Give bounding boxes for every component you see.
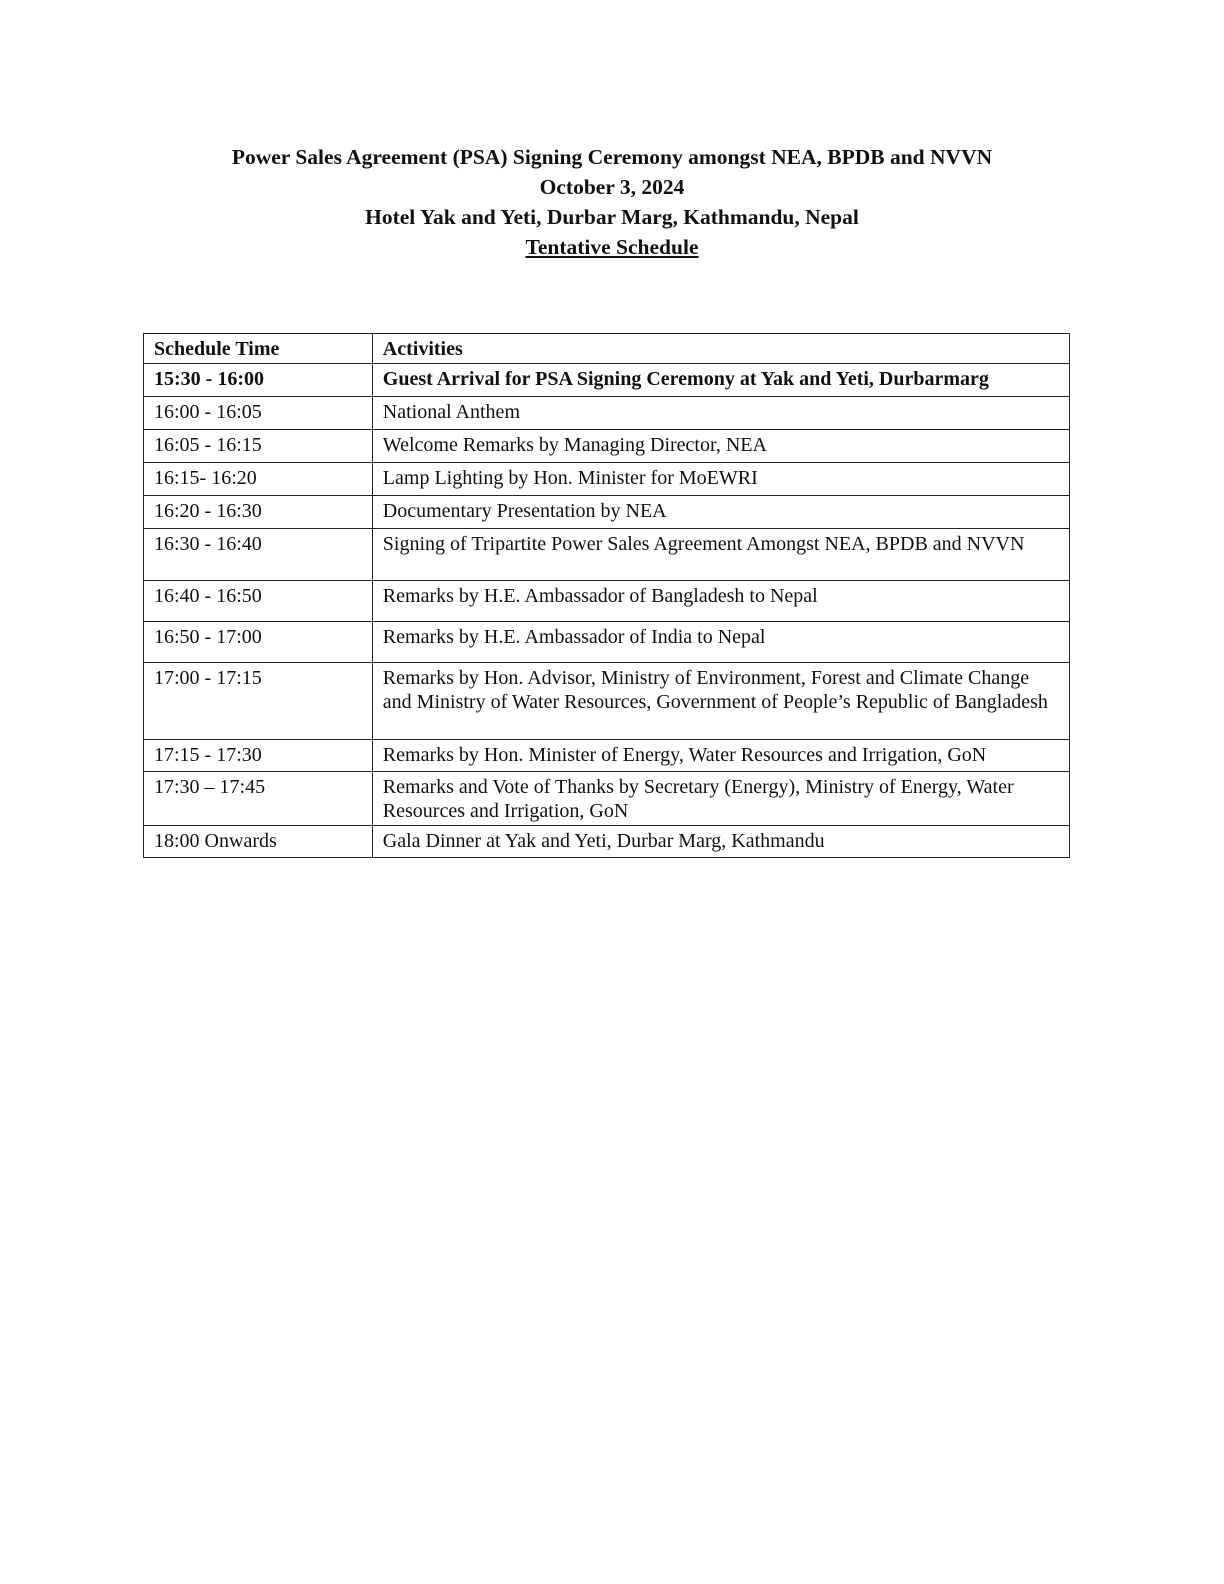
activity-cell: Remarks by H.E. Ambassador of Bangladesh to Nepal (372, 581, 1069, 622)
time-cell: 17:00 - 17:15 (144, 663, 373, 740)
time-cell: 15:30 - 16:00 (144, 364, 373, 397)
document-header (0, 142, 1224, 262)
table-row (144, 463, 1070, 496)
time-cell: 16:30 - 16:40 (144, 529, 373, 581)
activity-cell: Remarks and Vote of Thanks by Secretary (Energy), Ministry of Energy, Water Resources and Irrigation, GoN (372, 772, 1069, 826)
activity-cell: Documentary Presentation by NEA (372, 496, 1069, 529)
time-cell: 16:05 - 16:15 (144, 430, 373, 463)
time-cell: 16:00 - 16:05 (144, 397, 373, 430)
activity-cell: National Anthem (372, 397, 1069, 430)
time-cell: 17:30 – 17:45 (144, 772, 373, 826)
event-date: October 3, 2024 (539, 175, 685, 199)
activity-cell: Gala Dinner at Yak and Yeti, Durbar Marg, Kathmandu (372, 826, 1069, 858)
table-row (144, 740, 1070, 772)
time-cell: 16:15- 16:20 (144, 463, 373, 496)
time-cell: 17:15 - 17:30 (144, 740, 373, 772)
time-cell: 16:20 - 16:30 (144, 496, 373, 529)
column-header-time: Schedule Time (144, 334, 373, 364)
time-cell: 16:50 - 17:00 (144, 622, 373, 663)
table-row (144, 622, 1070, 663)
time-cell: 16:40 - 16:50 (144, 581, 373, 622)
event-title: Power Sales Agreement (PSA) Signing Ceremony amongst NEA, BPDB and NVVN (231, 145, 993, 169)
activity-cell: Lamp Lighting by Hon. Minister for MoEWRI (372, 463, 1069, 496)
table-row (144, 581, 1070, 622)
table-row (144, 529, 1070, 581)
table-row (144, 397, 1070, 430)
table-row (144, 496, 1070, 529)
activity-cell: Remarks by Hon. Advisor, Ministry of Environment, Forest and Climate Change and Ministry of Water Resources, Government of People’s Republic of Bangladesh (372, 663, 1069, 740)
table-row (144, 430, 1070, 463)
event-venue: Hotel Yak and Yeti, Durbar Marg, Kathmandu, Nepal (365, 205, 859, 229)
activity-cell: Welcome Remarks by Managing Director, NEA (372, 430, 1069, 463)
table-row (144, 663, 1070, 740)
table-row (144, 364, 1070, 397)
activity-cell: Guest Arrival for PSA Signing Ceremony at Yak and Yeti, Durbarmarg (372, 364, 1069, 397)
column-header-activities: Activities (372, 334, 1069, 364)
activity-cell: Signing of Tripartite Power Sales Agreement Amongst NEA, BPDB and NVVN (372, 529, 1069, 581)
table-header-row (144, 334, 1070, 364)
table-row (144, 826, 1070, 858)
schedule-table (143, 333, 1070, 858)
activity-cell: Remarks by H.E. Ambassador of India to Nepal (372, 622, 1069, 663)
table-row (144, 772, 1070, 826)
schedule-heading: Tentative Schedule (525, 235, 699, 259)
activity-cell: Remarks by Hon. Minister of Energy, Water Resources and Irrigation, GoN (372, 740, 1069, 772)
time-cell: 18:00 Onwards (144, 826, 373, 858)
